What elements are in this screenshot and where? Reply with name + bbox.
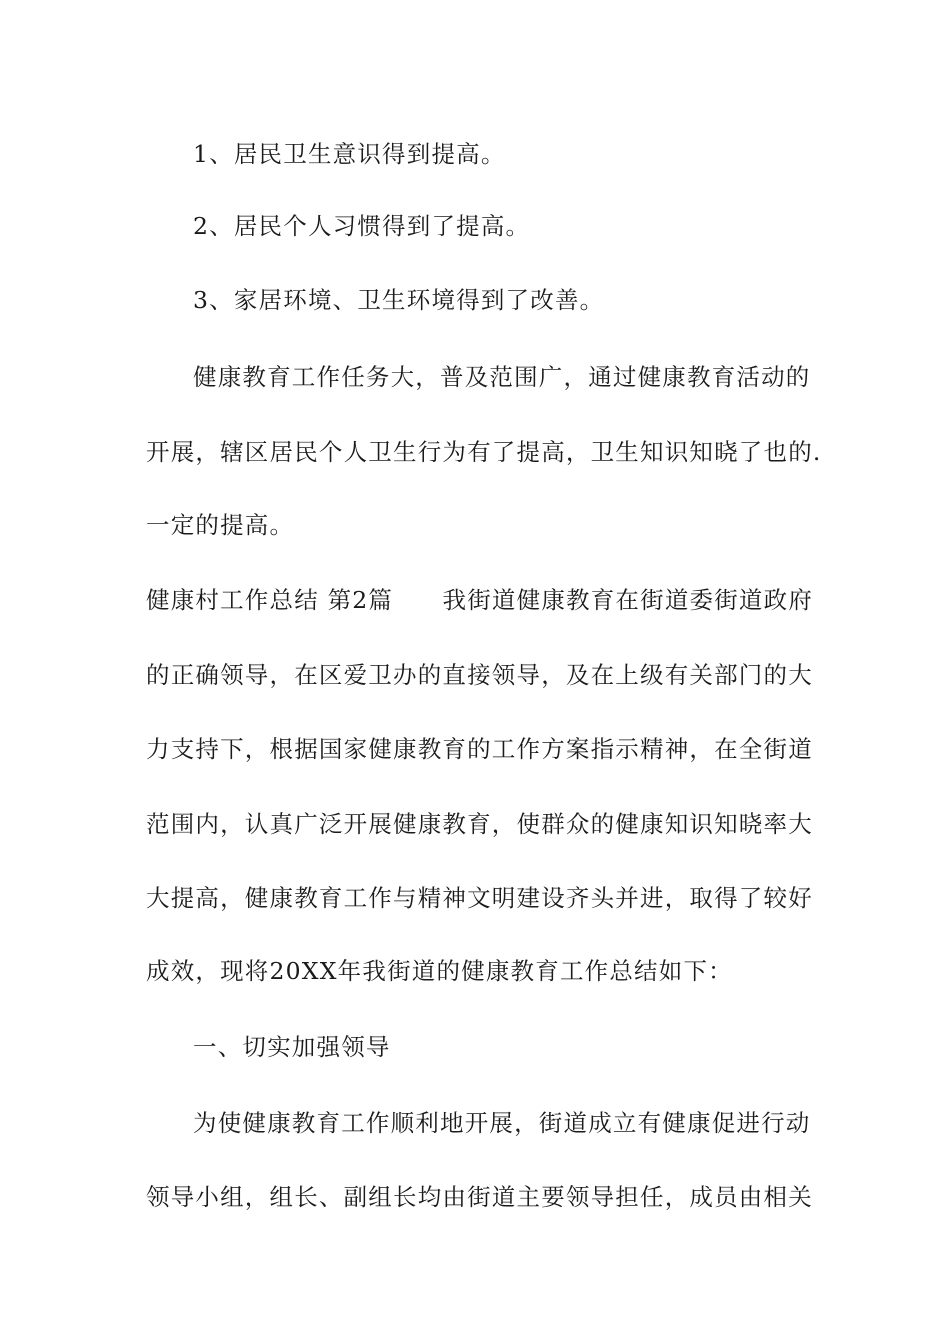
paragraph-line: 的正确领导，在区爱卫办的直接领导，及在上级有关部门的大 xyxy=(146,661,813,689)
paragraph-line: 力支持下，根据国家健康教育的工作方案指示精神，在全街道 xyxy=(146,735,813,763)
section-title: 一、切实加强领导 xyxy=(193,1033,391,1061)
paragraph-line: 大提高，健康教育工作与精神文明建设齐头并进，取得了较好 xyxy=(146,884,813,912)
paragraph-line: 开展，辖区居民个人卫生行为有了提高，卫生知识知晓了也的. xyxy=(146,438,822,466)
list-item-3: 3、家居环境、卫生环境得到了改善。 xyxy=(193,286,605,314)
list-item-1: 1、居民卫生意识得到提高。 xyxy=(193,140,506,168)
section-heading-line: 健康村工作总结 第2篇 我街道健康教育在街道委街道政府 xyxy=(146,586,814,614)
paragraph-line: 范围内，认真广泛开展健康教育，使群众的健康知识知晓率大 xyxy=(146,810,813,838)
paragraph-line: 为使健康教育工作顺利地开展，街道成立有健康促进行动 xyxy=(193,1109,811,1137)
list-item-2: 2、居民个人习惯得到了提高。 xyxy=(193,212,531,240)
paragraph-line: 领导小组，组长、副组长均由街道主要领导担任，成员由相关 xyxy=(146,1183,813,1211)
paragraph-line: 健康教育工作任务大，普及范围广，通过健康教育活动的 xyxy=(193,363,811,391)
paragraph-line: 成效，现将20XX年我街道的健康教育工作总结如下： xyxy=(146,957,733,985)
paragraph-line: 一定的提高。 xyxy=(146,511,295,539)
